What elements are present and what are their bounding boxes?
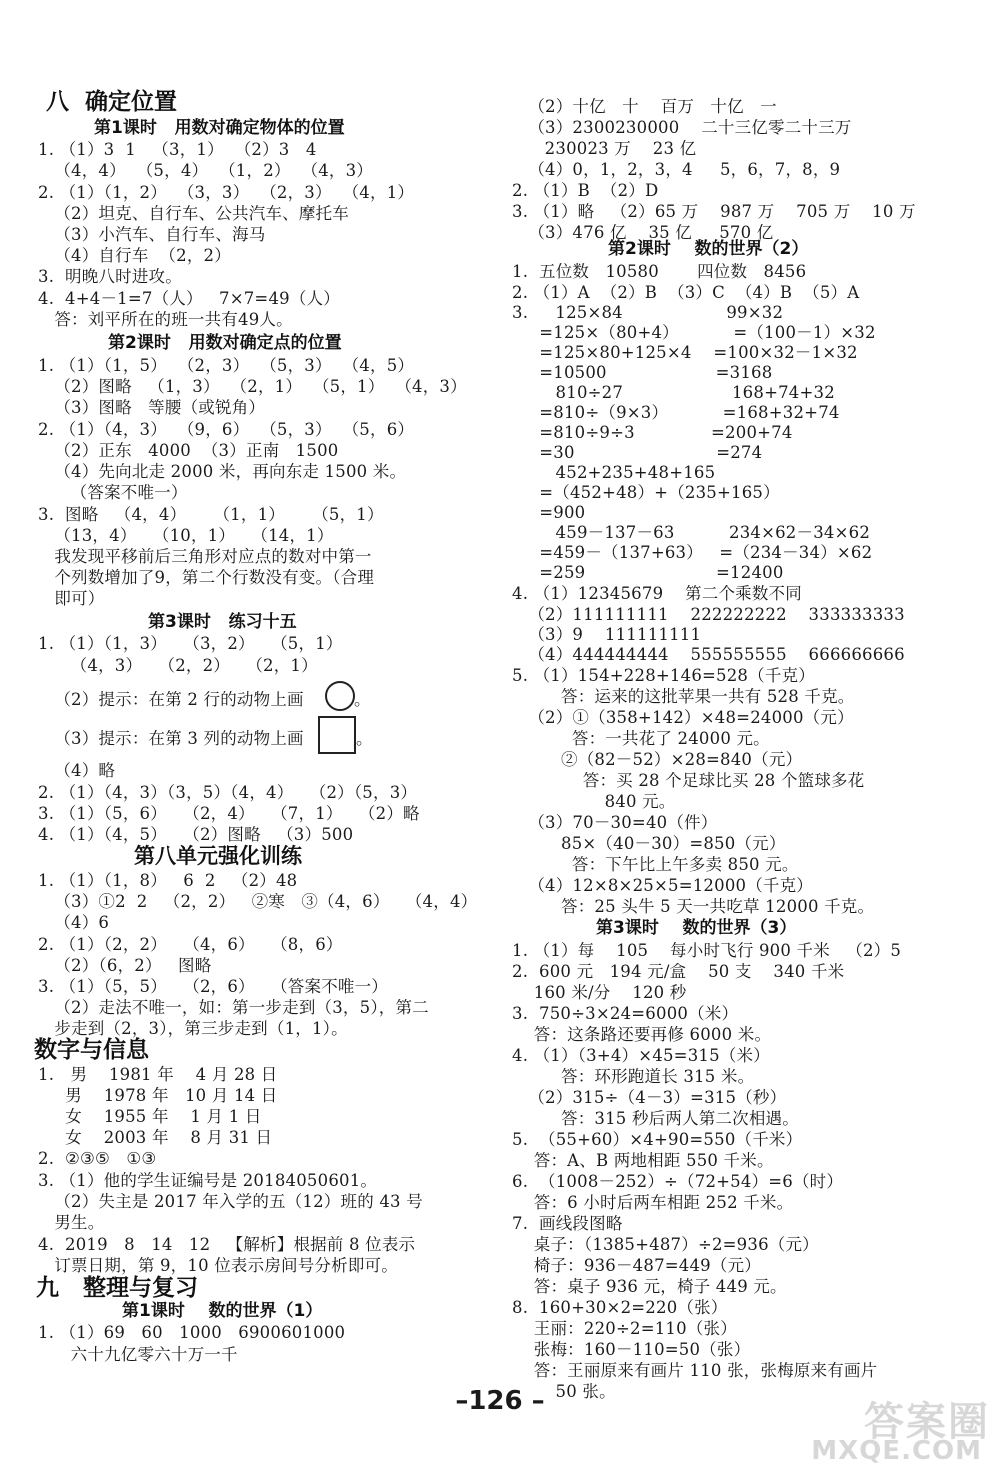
answer-line: 2. （1）（4，3） （9，6） （5，3） （5，6）: [38, 420, 415, 439]
answer-line: 50 张。: [512, 1382, 616, 1401]
answer-line: 4. 4+4－1=7（人） 7×7=49（人）: [38, 289, 340, 308]
answer-line: 步走到（2，3），第三步走到（1，1）。: [38, 1019, 348, 1038]
answer-line: 4. 2019 8 14 12 【解析】根据前 8 位表示: [38, 1235, 416, 1254]
answer-line: （4）先向北走 2000 米，再向东走 1500 米。: [38, 462, 407, 481]
answer-line: 1. （1）69 60 1000 6900601000: [38, 1323, 346, 1342]
answer-line: （2）111111111 222222222 333333333: [512, 605, 905, 624]
answer-line: 1. 五位数 10580 四位数 8456: [512, 262, 807, 281]
answer-line: （3）2300230000 二十三亿零二十三万: [512, 118, 852, 137]
answer-line: =125×（80+4） =（100－1）×32: [512, 323, 876, 342]
answer-line: 答：刘平所在的班一共有49人。: [38, 310, 293, 329]
answer-line: 1. （1）3 1 （3，1） （2）3 4: [38, 140, 317, 159]
answer-line: 答：这条路还要再修 6000 米。: [512, 1025, 772, 1044]
answer-line: （2）十亿 十 百万 十亿 一: [512, 97, 777, 116]
answer-line: 订票日期，第 9，10 位表示房间号分析即可。: [38, 1256, 398, 1275]
lesson2-title: 第2课时 用数对确定点的位置: [108, 333, 342, 353]
hint-line-square: （3）提示：在第 3 列的动物上画: [38, 729, 304, 748]
answer-line: （2）图略 （1，3） （2，1） （5，1） （4，3）: [38, 377, 467, 396]
answer-line: 5. （55+60）×4+90=550（千米）: [512, 1130, 803, 1149]
answer-line: 六十九亿零六十万一千: [38, 1345, 238, 1364]
answer-line: 2. （1）（4，3）（3，5）（4，4） （2）（5，3）: [38, 783, 418, 802]
answer-line: 2. （1）（1，2） （3，3） （2，3） （4，1）: [38, 183, 415, 202]
answer-line: =10500 =3168: [512, 363, 773, 382]
answer-line: 1. 男 1981 年 4 月 28 日: [38, 1065, 278, 1084]
answer-line: 3. （1）略 （2）65 万 987 万 705 万 10 万: [512, 202, 916, 221]
answer-line: =125×80+125×4 =100×32－1×32: [512, 343, 858, 362]
page-number: –126 –: [455, 1386, 545, 1416]
answer-line: 1. （1）每 105 每小时飞行 900 千米 （2）5: [512, 941, 902, 960]
answer-line: 2. （1）（2，2） （4，6） （8，6）: [38, 935, 343, 954]
answer-line: =（452+48）+（235+165）: [512, 483, 780, 502]
answer-line: 张梅：160－110=50（张）: [512, 1340, 751, 1359]
hint-period: 。: [356, 729, 373, 748]
answer-line: 王丽：220÷2=110（张）: [512, 1319, 737, 1338]
answer-line: （2）正东 4000 （3）正南 1500: [38, 441, 339, 460]
unit9-lesson1-title: 第1课时 数的世界（1）: [122, 1301, 323, 1321]
answer-line: 答：6 小时后两车相距 252 千米。: [512, 1193, 794, 1212]
answer-line: （3）小汽车、自行车、海马: [38, 225, 266, 244]
answer-line: 230023 万 23 亿: [512, 139, 697, 158]
answer-line: 答：一共花了 24000 元。: [512, 729, 770, 748]
answer-line: 8. 160+30×2=220（张）: [512, 1298, 728, 1317]
answer-line: 男 1978 年 10 月 14 日: [38, 1086, 278, 1105]
answer-line: ②（82－52）×28=840（元）: [512, 750, 803, 769]
answer-line: （4）0，1，2，3，4 5，6，7，8，9: [512, 160, 841, 179]
answer-line: 3. 图略 （4，4） （1，1） （5，1）: [38, 505, 384, 524]
answer-line: （4）6: [38, 913, 110, 932]
answer-line: 160 米/分 120 秒: [512, 983, 687, 1002]
answer-line: （4）自行车 （2，2）: [38, 246, 231, 265]
unit8-review-title: 第八单元强化训练: [134, 844, 302, 868]
answer-line: =810÷（9×3） =168+32+74: [512, 403, 840, 422]
square-shape-icon: [318, 716, 356, 754]
answer-line: （答案不唯一）: [38, 483, 188, 502]
answer-line: 答：运来的这批苹果一共有 528 千克。: [512, 687, 855, 706]
answer-line: 2. ②③⑤ ①③: [38, 1149, 157, 1168]
answer-line: 3. （1）（5，6） （2，4） （7，1） （2）略: [38, 804, 420, 823]
answer-line: 男生。: [38, 1213, 105, 1232]
answer-line: 4. （1）（3+4）×45=315（米）: [512, 1046, 770, 1065]
answer-line: （3）476 亿 35 亿 570 亿: [512, 223, 774, 242]
answer-line: 椅子：936－487=449（元）: [512, 1256, 761, 1275]
answer-line: （3）9 111111111: [512, 625, 702, 644]
answer-line: （2）失主是 2017 年入学的五（12）班的 43 号: [38, 1192, 423, 1211]
answer-line: 即可）: [38, 589, 105, 608]
answer-line: 3. （1）他的学生证编号是 20184050601。: [38, 1171, 378, 1190]
answer-line: 我发现平移前后三角形对应点的数对中第一: [38, 547, 372, 566]
answer-line: （3）①2 2 （2，2） ②寒 ③（4，6） （4，4）: [38, 892, 478, 911]
answer-line: 459－137－63 234×62－34×62: [512, 523, 871, 542]
answer-line: 5. （1）154+228+146=528（千克）: [512, 666, 815, 685]
answer-line: （2）坦克、自行车、公共汽车、摩托车: [38, 204, 349, 223]
unit8-title: 八 确定位置: [46, 89, 178, 115]
answer-line: 3. 750÷3×24=6000（米）: [512, 1004, 739, 1023]
answer-line: =259 =12400: [512, 563, 784, 582]
answer-line: =30 =274: [512, 443, 763, 462]
answer-line: 4. （1）12345679 第二个乘数不同: [512, 584, 802, 603]
answer-line: 3. 125×84 99×32: [512, 303, 784, 322]
answer-line: （4）略: [38, 761, 116, 780]
answer-line: 85×（40－30）=850（元）: [512, 834, 786, 853]
answer-line: （2）走法不唯一，如：第一步走到（3，5），第二: [38, 998, 429, 1017]
answer-line: 6. （1008－252）÷（72+54）=6（时）: [512, 1172, 844, 1191]
answer-line: （3）70－30=40（件）: [512, 813, 718, 832]
answer-line: 840 元。: [512, 792, 676, 811]
answer-line: （2）（6，2） 图略: [38, 956, 212, 975]
answer-line: 答：买 28 个足球比买 28 个篮球多花: [512, 771, 865, 790]
answer-line: 4. （1）（4，5） （2）图略 （3）500: [38, 825, 354, 844]
answer-line: （4）12×8×25×5=12000（千克）: [512, 876, 814, 895]
unit9-title: 九 整理与复习: [36, 1275, 199, 1301]
answer-line: 1. （1）（1，3） （3，2） （5，1）: [38, 634, 343, 653]
digit-info-title: 数字与信息: [34, 1037, 149, 1063]
hint-period: 。: [354, 690, 371, 709]
answer-line: =459－（137+63） =（234－34）×62: [512, 543, 873, 562]
answer-line: （3）图略 等腰（或锐角）: [38, 398, 266, 417]
answer-line: （13，4） （10，1） （14，1）: [38, 526, 334, 545]
answer-line: 答：315 秒后两人第二次相遇。: [512, 1109, 799, 1128]
answer-line: （2）①（358+142）×48=24000（元）: [512, 708, 854, 727]
circle-shape-icon: [325, 681, 355, 711]
answer-line: =900: [512, 503, 586, 522]
answer-line: 答：桌子 936 元，椅子 449 元。: [512, 1277, 787, 1296]
watermark-logo: 答案圈: [864, 1399, 990, 1445]
lesson2-numbers-title: 第2课时 数的世界（2）: [608, 239, 809, 259]
answer-line: 答：环形跑道长 315 米。: [512, 1067, 755, 1086]
answer-line: 答：王丽原来有画片 110 张，张梅原来有画片: [512, 1361, 878, 1380]
answer-line: 答：A、B 两地相距 550 千米。: [512, 1151, 774, 1170]
answer-line: 2. （1）B （2）D: [512, 181, 659, 200]
answer-line: 1. （1）（1，8） 6 2 （2）48: [38, 871, 298, 890]
answer-line: （4）444444444 555555555 666666666: [512, 645, 905, 664]
answer-line: 3. 明晚八时进攻。: [38, 267, 182, 286]
answer-line: （2）315÷（4－3）=315（秒）: [512, 1088, 787, 1107]
hint-line-circle: （2）提示：在第 2 行的动物上画: [38, 690, 304, 709]
answer-line: 桌子：（1385+487）÷2=936（元）: [512, 1235, 819, 1254]
answer-line: 女 2003 年 8 月 31 日: [38, 1128, 273, 1147]
watermark-url: MXQE.COM: [811, 1436, 982, 1466]
answer-line: 810÷27 168+74+32: [512, 383, 835, 402]
answer-line: （4，3） （2，2） （2，1）: [38, 656, 318, 675]
answer-line: =810÷9÷3 =200+74: [512, 423, 793, 442]
answer-line: 7. 画线段图略: [512, 1214, 623, 1233]
answer-line: （4，4） （5，4） （1，2） （4，3）: [38, 161, 373, 180]
answer-line: 2. （1）A （2）B （3）C （4）B （5）A: [512, 283, 860, 302]
answer-line: 答：下午比上午多卖 850 元。: [512, 855, 799, 874]
lesson3-numbers-title: 第3课时 数的世界（3）: [596, 918, 797, 938]
answer-line: 个列数增加了9，第二个行数没有变。（合理: [38, 568, 375, 587]
answer-line: 1. （1）（1，5） （2，3） （5，3） （4，5）: [38, 356, 415, 375]
lesson3-title: 第3课时 练习十五: [148, 612, 297, 632]
answer-line: 2. 600 元 194 元/盒 50 支 340 千米: [512, 962, 845, 981]
answer-line: 452+235+48+165: [512, 463, 716, 482]
answer-line: 女 1955 年 1 月 1 日: [38, 1107, 262, 1126]
lesson1-title: 第1课时 用数对确定物体的位置: [94, 118, 345, 138]
answer-line: 答：25 头牛 5 天一共吃草 12000 千克。: [512, 897, 875, 916]
answer-line: 3. （1）（5，5） （2，6） （答案不唯一）: [38, 977, 388, 996]
